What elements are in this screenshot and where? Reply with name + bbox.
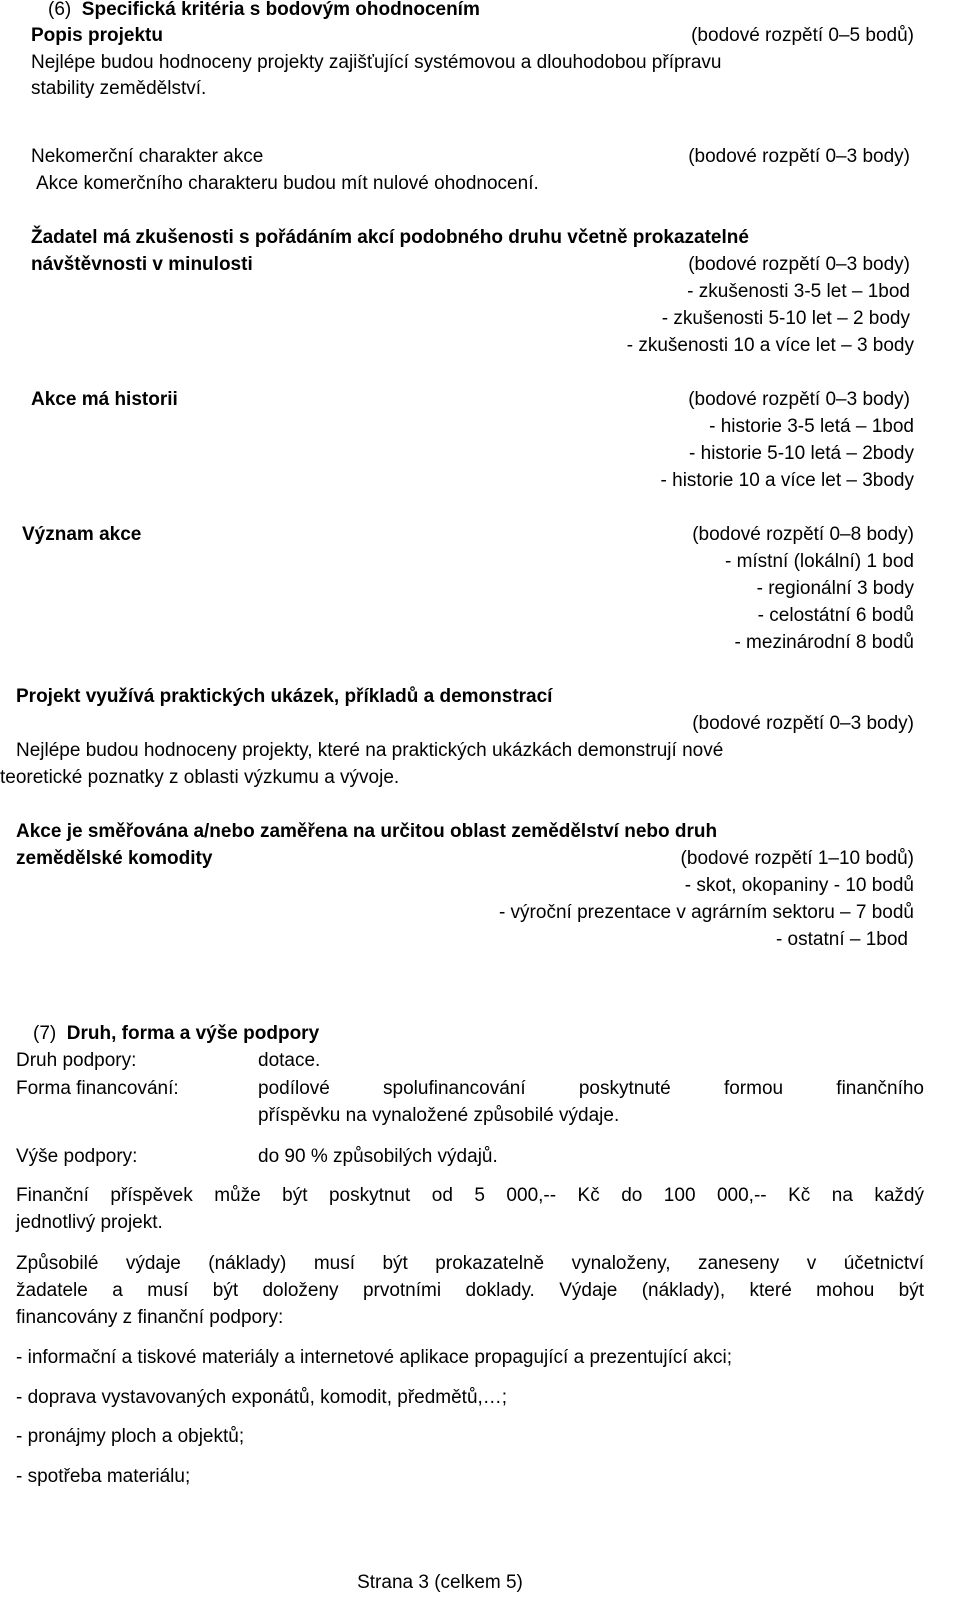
komodita-range: (bodové rozpětí 1–10 bodů) bbox=[680, 848, 914, 869]
komodita-title-line2: zemědělské komodity bbox=[16, 848, 213, 869]
page-footer: Strana 3 (celkem 5) bbox=[357, 1572, 523, 1593]
historie-item: - historie 10 a více let – 3body bbox=[660, 470, 914, 491]
popis-range: (bodové rozpětí 0–5 bodů) bbox=[691, 25, 914, 46]
para1-line1: Finanční příspěvek může být poskytnut od 5 000,-- Kč do 100 000,-- Kč na každý bbox=[16, 1185, 924, 1206]
zadatel-range: (bodové rozpětí 0–3 body) bbox=[688, 254, 910, 275]
list-item: - spotřeba materiálu; bbox=[16, 1466, 191, 1487]
zadatel-item: - zkušenosti 3-5 let – 1bod bbox=[687, 281, 910, 302]
popis-desc-line1: Nejlépe budou hodnoceny projekty zajišťující systémovou a dlouhodobou přípravu bbox=[31, 52, 722, 73]
forma-value-line2: příspěvku na vynaložené způsobilé výdaje. bbox=[258, 1105, 620, 1126]
section-6-title: Specifická kritéria s bodovým ohodnocením bbox=[81, 0, 480, 20]
popis-desc-line2: stability zemědělství. bbox=[31, 78, 207, 99]
vyznam-item: - místní (lokální) 1 bod bbox=[724, 551, 914, 572]
vyznam-item: - regionální 3 body bbox=[756, 578, 914, 599]
vyse-value: do 90 % způsobilých výdajů. bbox=[258, 1146, 498, 1167]
para2-line2: žadatele a musí být doloženy prvotními doklady. Výdaje (náklady), které mohou být bbox=[16, 1280, 924, 1301]
section-7-heading bbox=[33, 1021, 319, 1047]
list-item: - doprava vystavovaných exponátů, komodit, předmětů,…; bbox=[16, 1387, 508, 1408]
vyznam-range: (bodové rozpětí 0–8 body) bbox=[692, 524, 914, 545]
komodita-item: - skot, okopaniny - 10 bodů bbox=[684, 875, 914, 896]
section-7-title: Druh, forma a výše podpory bbox=[66, 1023, 320, 1044]
ukazky-title: Projekt využívá praktických ukázek, příkladů a demonstrací bbox=[16, 686, 553, 707]
nekomercni-desc: Akce komerčního charakteru budou mít nulové ohodnocení. bbox=[36, 173, 539, 194]
vyznam-item: - mezinárodní 8 bodů bbox=[734, 632, 914, 653]
list-item: - pronájmy ploch a objektů; bbox=[16, 1426, 245, 1447]
zadatel-title-line1: Žadatel má zkušenosti s pořádáním akcí podobného druhu včetně prokazatelné bbox=[31, 227, 749, 248]
druh-value: dotace. bbox=[258, 1050, 321, 1071]
historie-item: - historie 5-10 letá – 2body bbox=[689, 443, 914, 464]
komodita-title-line1: Akce je směřována a/nebo zaměřena na určitou oblast zemědělství nebo druh bbox=[16, 821, 718, 842]
vyse-label: Výše podpory: bbox=[16, 1146, 138, 1167]
druh-label: Druh podpory: bbox=[16, 1050, 137, 1071]
historie-range: (bodové rozpětí 0–3 body) bbox=[688, 389, 910, 410]
zadatel-title-line2: návštěvnosti v minulosti bbox=[31, 254, 253, 275]
zadatel-item: - zkušenosti 5-10 let – 2 body bbox=[661, 308, 910, 329]
para2-line1: Způsobilé výdaje (náklady) musí být prokazatelně vynaloženy, zaneseny v účetnictví bbox=[16, 1253, 924, 1274]
section-7-number: (7) bbox=[33, 1023, 57, 1044]
historie-title: Akce má historii bbox=[31, 389, 178, 410]
nekomercni-title: Nekomerční charakter akce bbox=[31, 146, 264, 167]
nekomercni-range: (bodové rozpětí 0–3 body) bbox=[688, 146, 910, 167]
section-6-heading bbox=[48, 0, 480, 23]
ukazky-desc-line2: teoretické poznatky z oblasti výzkumu a vývoje. bbox=[0, 767, 400, 788]
ukazky-desc-line1: Nejlépe budou hodnoceny projekty, které na praktických ukázkách demonstrují nové bbox=[16, 740, 724, 761]
komodita-item: - výroční prezentace v agrárním sektoru – 7 bodů bbox=[498, 902, 914, 923]
para2-line3: financovány z finanční podpory: bbox=[16, 1307, 284, 1328]
forma-value-line1: podílové spolufinancování poskytnuté formou finančního bbox=[258, 1078, 924, 1099]
komodita-item: - ostatní – 1bod bbox=[775, 929, 908, 950]
vyznam-item: - celostátní 6 bodů bbox=[757, 605, 914, 626]
list-item: - informační a tiskové materiály a internetové aplikace propagující a prezentující akci; bbox=[16, 1347, 733, 1368]
zadatel-item: - zkušenosti 10 a více let – 3 body bbox=[626, 335, 914, 356]
para1-line2: jednotlivý projekt. bbox=[16, 1212, 163, 1233]
ukazky-range: (bodové rozpětí 0–3 body) bbox=[692, 713, 914, 734]
forma-label: Forma financování: bbox=[16, 1078, 179, 1099]
vyznam-title: Význam akce bbox=[22, 524, 142, 545]
popis-title: Popis projektu bbox=[31, 25, 163, 46]
historie-item: - historie 3-5 letá – 1bod bbox=[709, 416, 914, 437]
section-6-number: (6) bbox=[48, 0, 72, 20]
